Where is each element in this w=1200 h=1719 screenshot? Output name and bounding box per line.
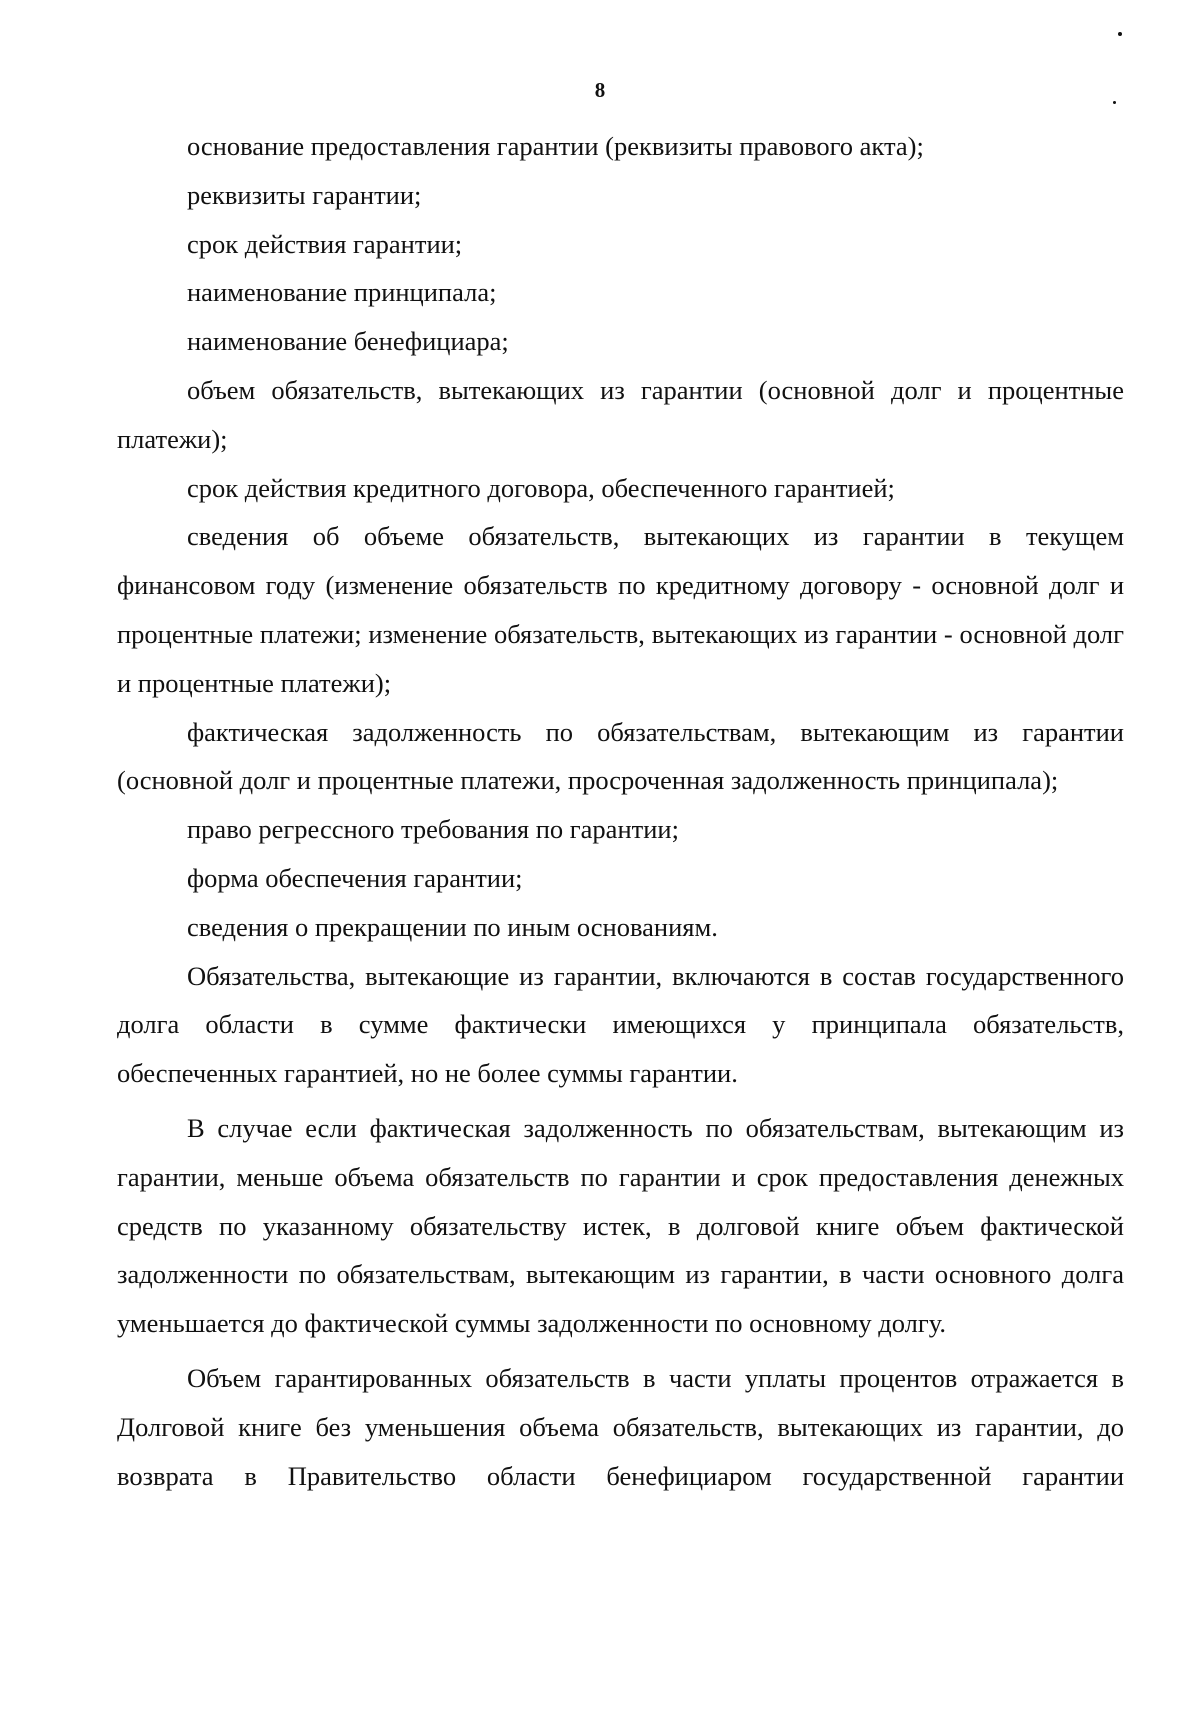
paragraph-guarantee-term: срок действия гарантии;: [187, 228, 463, 259]
document-body: [117, 122, 1124, 1500]
paragraph-state-debt-inclusion: Обязательства, вытекающие из гарантии, включаются в состав государственного долга области в сумме фактически имеющихся у принципала обязательств, обеспеченных гарантией, но не более суммы гарантии.: [117, 960, 1124, 1089]
paragraph-credit-agreement-term: срок действия кредитного договора, обеспеченного гарантией;: [187, 472, 895, 503]
paragraph-actual-debt: фактическая задолженность по обязательствам, вытекающим из гарантии (основной долг и процентные платежи, просроченная задолженность принципала);: [117, 716, 1124, 796]
paragraph-debt-reduction: В случае если фактическая задолженность по обязательствам, вытекающим из гарантии, меньше объема обязательств по гарантии и срок предоставления денежных средств по указанному обязательству истек, в долговой книге объем фактической задолженности по обязательствам, вытекающим из гарантии, в части основного долга уменьшается до фактической суммы задолженности по основному долгу.: [117, 1112, 1124, 1339]
paragraph-current-year-obligations: сведения об объеме обязательств, вытекающих из гарантии в текущем финансовом году (изменение обязательств по кредитному договору - основной долг и процентные платежи; изменение обязательств, вытекающих из гарантии - основной долг и процентные платежи);: [117, 521, 1124, 698]
paragraph-security-form: форма обеспечения гарантии;: [187, 862, 523, 893]
paragraph-principal-name: наименование принципала;: [187, 277, 497, 308]
scan-speck: [1118, 32, 1122, 36]
paragraph-beneficiary-name: наименование бенефициара;: [187, 326, 509, 357]
paragraph-obligations-volume: объем обязательств, вытекающих из гарантии (основной долг и процентные платежи);: [117, 374, 1124, 454]
page-number: 8: [594, 78, 606, 102]
paragraph-interest-obligations: Объем гарантированных обязательств в части уплаты процентов отражается в Долговой книге без уменьшения объема обязательств, вытекающих из гарантии, до возврата в Правительство области бенефициаром государственной гарантии: [117, 1362, 1124, 1491]
paragraph-guarantee-details: реквизиты гарантии;: [187, 179, 422, 210]
scan-speck: [1113, 101, 1116, 104]
paragraph-recourse-right: право регрессного требования по гарантии;: [187, 814, 679, 845]
paragraph-termination: сведения о прекращении по иным основаниям.: [187, 911, 718, 942]
paragraph-basis: основание предоставления гарантии (реквизиты правового акта);: [187, 131, 924, 161]
